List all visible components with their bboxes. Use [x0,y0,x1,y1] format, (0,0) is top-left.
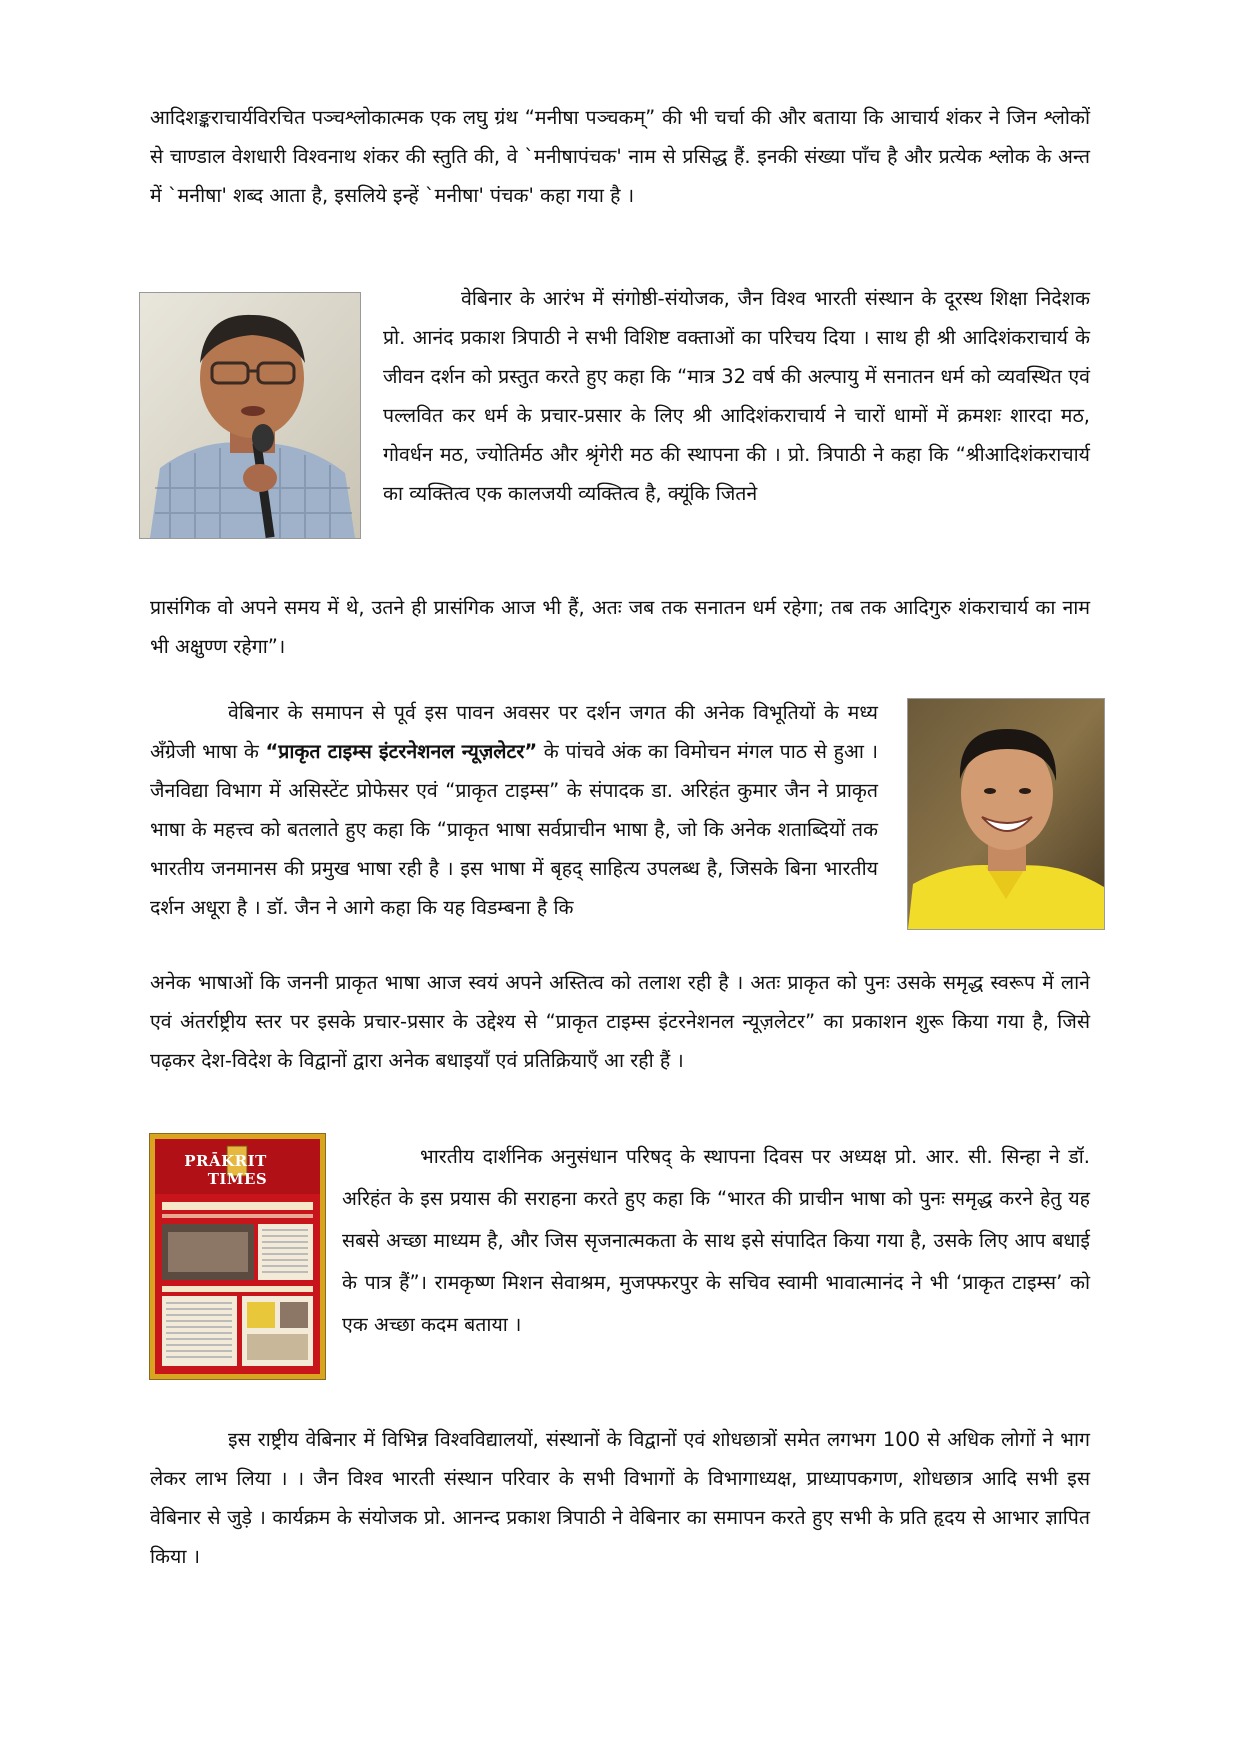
speaker-photo-tripathi [139,292,361,539]
paragraph-newsletter-release [150,693,878,927]
masthead-right: TIMES [207,1170,268,1188]
newsletter-release-text-pre: वेबिनार के समापन से पूर्व इस पावन अवसर पर दर्शन जगत की अनेक विभूतियों के मध्य अँग्रेजी भाषा के [150,701,878,763]
paragraph-manisha-panchakam: आदिशङ्कराचार्यविरचित पञ्चश्लोकात्मक एक लघु ग्रंथ “मनीषा पञ्चकम्” की भी चर्चा की और बताया कि आचार्य शंकर ने जिन श्लोकों से चाण्डाल वेशधारी विश्वनाथ शंकर की स्तुति की, वे `मनीषापंचक' नाम से प्रसिद्ध हैं. इनकी संख्या पाँच है और प्रत्येक श्लोक के अन्त में `मनीषा' शब्द आता है, इसलिये इन्हें `मनीषा' पंचक' कहा गया है । [150,106,1090,207]
speaker-portrait-icon [140,293,360,538]
paragraph-conclusion: इस राष्ट्रीय वेबिनार में विभिन्न विश्वविद्यालयों, संस्थानों के विद्वानों एवं शोधछात्रों समेत लगभग 100 से अधिक लोगों ने भाग लेकर लाभ लिया । । जैन विश्व भारती संस्थान परिवार के सभी विभागों के विभागाध्यक्ष, प्राध्यापकगण, शोधछात्र आदि सभी इस वेबिनार से जुड़े । कार्यक्रम के संयोजक प्रो. आनन्द प्रकाश त्रिपाठी ने वेबिनार का समापन करते हुए सभी के प्रति हृदय से आभार ज्ञापित किया । [150,1428,1090,1568]
paragraph-webinar-beginning: वेबिनार के आरंभ में संगोष्ठी-संयोजक, जैन विश्व भारती संस्थान के दूरस्थ शिक्षा निदेशक प्रो. आनंद प्रकाश त्रिपाठी ने सभी विशिष्ट वक्ताओं का परिचय दिया । साथ ही श्री आदिशंकराचार्य के जीवन दर्शन को प्रस्तुत करते हुए कहा कि “मात्र 32 वर्ष की अल्पायु में सनातन धर्म को व्यवस्थित एवं पल्लवित कर धर्म के प्रचार-प्रसार के लिए श्री आदिशंकराचार्य ने चारों धामों में क्रमशः शारदा मठ, गोवर्धन मठ, ज्योतिर्मठ और श्रृंगेरी मठ की स्थापना की । प्रो. त्रिपाठी ने कहा कि “श्रीआदिशंकराचार्य का व्यक्तित्व एक कालजयी व्यक्तित्व है, क्यूंकि जितने [383,287,1090,505]
editor-portrait-icon [908,699,1104,929]
paragraph-newsletter-release-continued: अनेक भाषाओं कि जननी प्राकृत भाषा आज स्वयं अपने अस्तित्व को तलाश रही है । अतः प्राकृत को पुनः उसके समृद्ध स्वरूप में लाने एवं अंतर्राष्ट्रीय स्तर पर इसके प्रचार-प्रसार के उद्देश्य से “प्राकृत टाइम्स इंटरनेशनल न्यूज़लेटर” का प्रकाशन शुरू किया गया है, जिसे पढ़कर देश-विदेश के विद्वानों द्वारा अनेक बधाइयाँ एवं प्रतिक्रियाएँ आ रही हैं । [150,971,1090,1072]
masthead-left: PRĀKRIT [184,1152,267,1170]
newsletter-cover-image [149,1133,326,1380]
editor-photo-arihant [907,698,1105,930]
newsletter-name-bold: “प्राकृत टाइम्स इंटरनेशनल न्यूज़लेटर” [265,740,538,763]
paragraph-webinar-beginning-continued: प्रासंगिक वो अपने समय में थे, उतने ही प्रासंगिक आज भी हैं, अतः जब तक सनातन धर्म रहेगा; तब तक आदिगुरु शंकराचार्य का नाम भी अक्षुण्ण रहेगा”। [150,596,1090,658]
paragraph-icpr-appreciation: भारतीय दार्शनिक अनुसंधान परिषद् के स्थापना दिवस पर अध्यक्ष प्रो. आर. सी. सिन्हा ने डॉ. अरिहंत के इस प्रयास की सराहना करते हुए कहा कि “भारत की प्राचीन भाषा को पुनः समृद्ध करने हेतु यह सबसे अच्छा माध्यम है, और जिस सृजनात्मकता के साथ इसे संपादित किया गया है, उसके लिए आप बधाई के पात्र हैं”। रामकृष्ण मिशन सेवाश्रम, मुजफ्फरपुर के सचिव स्वामी भावात्मानंद ने भी ‘प्राकृत टाइम्स’ को एक अच्छा कदम बताया । [342,1145,1090,1336]
newsletter-release-text-post: के पांचवे अंक का विमोचन मंगल पाठ से हुआ । जैनविद्या विभाग में असिस्टेंट प्रोफेसर एवं “प्राकृत टाइम्स” के संपादक डा. अरिहंत कुमार जैन ने प्राकृत भाषा के महत्त्व को बतलाते हुए कहा कि “प्राकृत भाषा सर्वप्राचीन भाषा है, जो कि अनेक शताब्दियों तक भारतीय जनमानस की प्रमुख भाषा रही है । इस भाषा में बृहद् साहित्य उपलब्ध है, जिसके बिना भारतीय दर्शन अधूरा है । डॉ. जैन ने आगे कहा कि यह विडम्बना है कि [150,740,878,919]
newsletter-masthead [156,1152,319,1188]
